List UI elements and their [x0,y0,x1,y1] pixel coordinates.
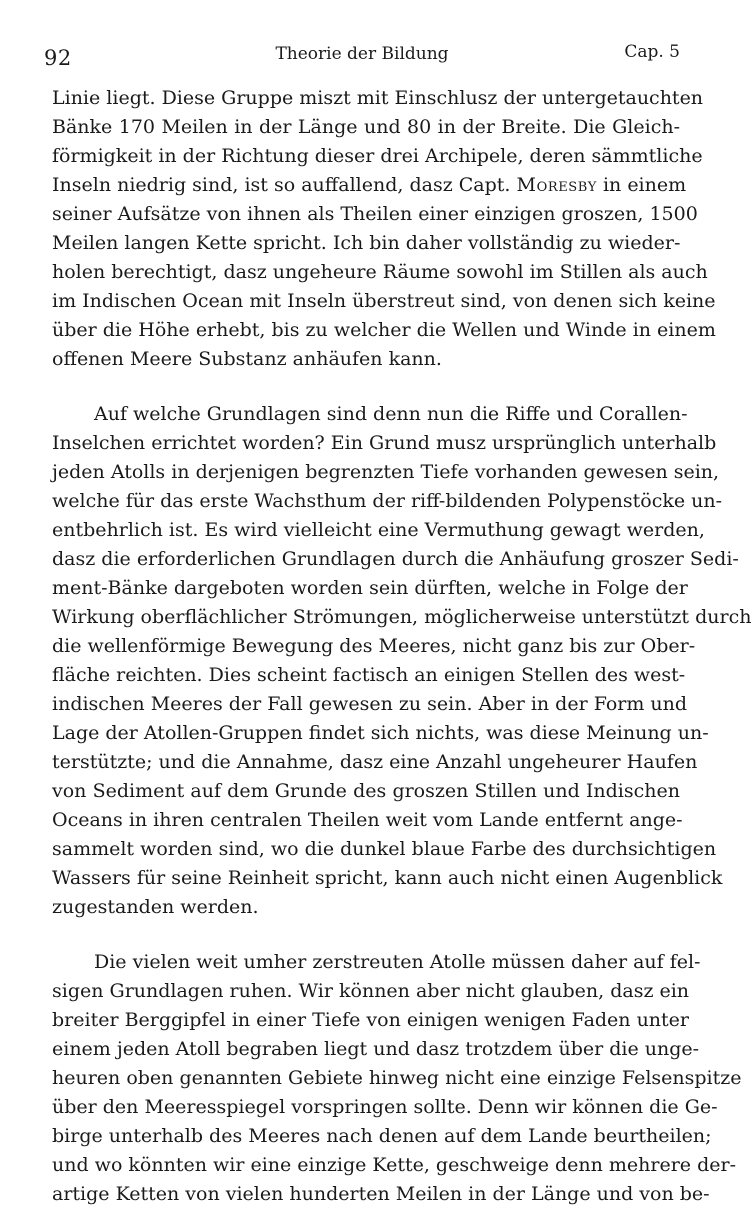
text-line: Auf welche Grundlagen sind denn nun die Riffe und Corallen- [94,403,688,425]
text-line: Die vielen weit umher zerstreuten Atolle müssen daher auf fel- [94,951,701,973]
text-line: dasz die erforderlichen Grundlagen durch die Anhäufung groszer Sedi- [52,548,739,570]
text-line: terstützte; und die Annahme, dasz eine Anzahl ungeheurer Haufen [52,751,698,773]
text-line: Inselchen errichtet worden? Ein Grund musz ursprünglich unterhalb [52,432,717,454]
chapter-label: Cap. 5 [624,42,680,62]
text-line: über die Höhe erhebt, bis zu welcher die Wellen und Winde in einem [52,319,716,341]
page-number: 92 [44,46,72,70]
small-caps-name: Moresby [516,174,597,196]
paragraph [52,84,716,374]
text-line: im Indischen Ocean mit Inseln überstreut sind, von denen sich keine [52,290,716,312]
text-line: förmigkeit in der Richtung dieser drei Archipele, deren sämmtliche [52,145,703,167]
text-line: Linie liegt. Diese Gruppe miszt mit Einschlusz der untergetauchten [52,87,704,109]
running-title: Theorie der Bildung [275,44,449,64]
text-line: jeden Atolls in derjenigen begrenzten Tiefe vorhanden gewesen sein, [52,461,720,483]
text-line: über den Meeresspiegel vorspringen sollte. Denn wir können die Ge- [52,1096,718,1118]
text-line: welche für das erste Wachsthum der riff-bildenden Polypenstöcke un- [52,490,723,512]
text-line: Wassers für seine Reinheit spricht, kann auch nicht einen Augenblick [52,867,723,889]
text-line: und wo könnten wir eine einzige Kette, geschweige denn mehrere der- [52,1154,736,1176]
text-line: Inseln niedrig sind, ist so auffallend, dasz Capt. Moresby in einem [52,174,687,196]
text-line: fläche reichten. Dies scheint factisch an einigen Stellen des west- [52,664,686,686]
page-header [44,40,680,70]
paragraph [52,948,742,1209]
text-line: Oceans in ihren centralen Theilen weit vom Lande entfernt ange- [52,809,683,831]
text-line: sigen Grundlagen ruhen. Wir können aber nicht glauben, dasz ein [52,980,690,1002]
text-line: holen berechtigt, dasz ungeheure Räume sowohl im Stillen als auch [52,261,708,283]
text-line: Wirkung oberflächlicher Strömungen, möglicherweise unterstützt durch [52,606,751,628]
text-line: indischen Meeres der Fall gewesen zu sein. Aber in der Form und [52,693,688,715]
text-line: sammelt worden sind, wo die dunkel blaue Farbe des durchsichtigen [52,838,717,860]
text-line: von Sediment auf dem Grunde des groszen Stillen und Indischen [52,780,680,802]
text-line: breiter Berggipfel in einer Tiefe von einigen wenigen Faden unter [52,1009,690,1031]
text-line: heuren oben genannten Gebiete hinweg nicht eine einzige Felsenspitze [52,1067,742,1089]
text-line: birge unterhalb des Meeres nach denen auf dem Lande beurtheilen; [52,1125,712,1147]
text-line: offenen Meere Substanz anhäufen kann. [52,348,442,370]
page-body [52,84,751,1209]
text-line: die wellenförmige Bewegung des Meeres, nicht ganz bis zur Ober- [52,635,696,657]
text-line: zugestanden werden. [52,896,259,918]
paragraph [52,400,751,922]
text-line: ment-Bänke dargeboten worden sein dürften, welche in Folge der [52,577,688,599]
text-line: entbehrlich ist. Es wird vielleicht eine Vermuthung gewagt werden, [52,519,705,541]
text-line: einem jeden Atoll begraben liegt und dasz trotzdem über die unge- [52,1038,700,1060]
text-line: artige Ketten von vielen hunderten Meilen in der Länge und von be- [52,1183,710,1205]
text-line: Meilen langen Kette spricht. Ich bin daher vollständig zu wieder- [52,232,681,254]
text-line: Lage der Atollen-Gruppen findet sich nichts, was diese Meinung un- [52,722,709,744]
text-line: Bänke 170 Meilen in der Länge und 80 in der Breite. Die Gleich- [52,116,680,138]
text-line: seiner Aufsätze von ihnen als Theilen einer einzigen groszen, 1500 [52,203,698,225]
